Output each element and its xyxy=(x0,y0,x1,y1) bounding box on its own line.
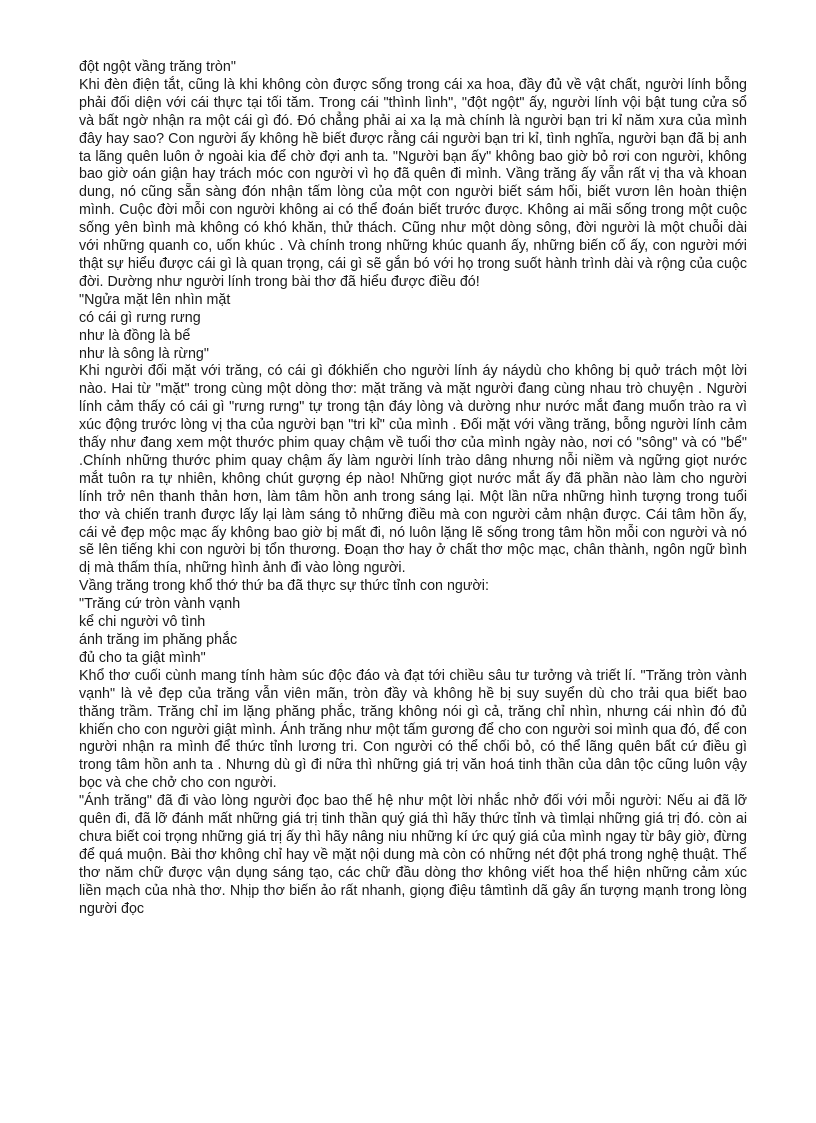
body-paragraph-1: Khi đèn điện tắt, cũng là khi không còn được sống trong cái xa hoa, đầy đủ về vật chất, người lính bỗng phải đối diện với cái thực tại tối tăm. Trong cái "thình lình", "đột ngột" ấy, người lính vội bật tung cửa sổ và bất ngờ nhận ra một cái gì đó. Đó chẳng phải ai xa lạ mà chính là người bạn tri kỉ năm xưa của mình đây hay sao? Con người ấy không hề biết được rằng cái người bạn tri kỉ, tình nghĩa, người bạn đã bị anh ta lãng quên luôn ở ngoài kia để chờ đợi anh ta. "Người bạn ấy" không bao giờ bỏ rơi con người, không bao giờ oán giận hay trách móc con người vì họ đã quên đi mình. Vầng trăng ấy vẫn rất vị tha và khoan dung, nó cũng sẵn sàng đón nhận tấm lòng của một con người biết sám hối, biết vươn lên hoàn thiện mình. Cuộc đời mỗi con người không ai có thể đoán biết trước được. Không ai mãi sống trong một cuộc sống yên bình mà không có khó khăn, thử thách. Cũng như một dòng sông, đời người là một chuỗi dài với những quanh co, uốn khúc . Và chính trong những khúc quanh ấy, những biến cố ấy, con người mới thật sự hiểu được cái gì là quan trọng, cái gì sẽ gắn bó với họ trong suốt hành trình dài và rộng của cuộc đời. Dường như người lính trong bài thơ đã hiểu được điều đó! xyxy=(79,76,747,290)
poem-stanza-2-line-1: "Ngửa mặt lên nhìn mặt xyxy=(79,291,231,308)
body-paragraph-3: Vầng trăng trong khổ thớ thứ ba đã thực sự thức tỉnh con người: xyxy=(79,578,489,595)
poem-stanza-3-line-4: đủ cho ta giật mình" xyxy=(79,649,206,666)
poem-stanza-2-line-2: có cái gì rưng rưng xyxy=(79,309,201,326)
poem-stanza-3-line-3: ánh trăng im phăng phắc xyxy=(79,632,238,648)
poem-stanza-2-line-4: như là sông là rừng" xyxy=(79,345,209,362)
poem-stanza-3-line-1: "Trăng cứ tròn vành vạnh xyxy=(79,596,241,613)
poem-stanza-3-line-2: kể chi người vô tình xyxy=(79,614,206,631)
body-paragraph-2: Khi người đối mặt với trăng, có cái gì đókhiến cho người lính áy náydù cho không bị quở trách một lời nào. Hai từ "mặt" trong cùng một dòng thơ: mặt trăng và mặt người đang cùng nhau trò chuyện . Người lính cảm thấy có cái gì "rưng rưng" tự trong tận đáy lòng và dường như nước mắt đang muốn trào ra vì xúc động trước lòng vị tha của người bạn "tri kỉ" của mình . Đối mặt với vầng trăng, bỗng người lính cảm thấy như đang xem một thước phim quay chậm về tuổi thơ của mình ngày nào, nơi có "sông" và có "bể" .Chính những thước phim quay chậm ấy làm người lính trào dâng nhưng nỗi niềm và ngững giọt nước mắt tuôn ra tự nhiên, không chút gượng ép nào! Những giọt nước mắt ấy đã phần nào làm cho người lính trở nên thanh thản hơn, làm tâm hồn anh trong sáng lại. Một lần nữa những hình tượng trong tuổi thơ và chiến tranh được lấy lại làm sáng tỏ những điều mà con người cảm nhận được. Cái tâm hồn ấy, cái vẻ đẹp mộc mạc ấy không bao giờ bị mất đi, nó luôn lặng lẽ sống trong tâm hồn mỗi con người và nó sẽ lên tiếng khi con người bị tổn thương. Đoạn thơ hay ở chất thơ mộc mạc, chân thành, ngôn ngữ bình dị mà thấm thía, những hình ảnh đi vào lòng người. xyxy=(79,363,747,577)
body-paragraph-5: "Ánh trăng" đã đi vào lòng người đọc bao thế hệ như một lời nhắc nhở đối với mỗi người: Nếu ai đã lỡ quên đi, đã lỡ đánh mất những giá trị tinh thần quý giá thì hãy thức tỉnh và tìmlại những giá trị đó. còn ai chưa biết coi trọng những giá trị ấy thì hãy nâng niu những kí ức quý giá của mình ngay từ bây giờ, đừng để quá muộn. Bài thơ không chỉ hay về mặt nội dung mà còn có những nét đột phá trong nghệ thuật. Thể thơ năm chữ được vận dụng sáng tạo, các chữ đầu dòng thơ không viết hoa thể hiện những cảm xúc liền mạch của nhà thơ. Nhịp thơ biến ảo rất nhanh, giọng điệu tâmtình dã gây ấn tượng mạnh trong lòng người đọc xyxy=(79,793,747,917)
poem-stanza-2-line-3: như là đồng là bể xyxy=(79,327,191,344)
poem-line-closing: đột ngột vầng trăng tròn" xyxy=(79,59,236,75)
body-paragraph-4: Khổ thơ cuối cùnh mang tính hàm súc độc đáo và đạt tới chiều sâu tư tưởng và triết lí. "Trăng tròn vành vạnh" là vẻ đẹp của trăng vẫn viên mãn, tròn đầy và không hề bị suy suyển dù cho trải qua biết bao thăng trầm. Trăng chỉ im lặng phăng phắc, trăng không nói gì cả, trăng chỉ nhìn, nhưng cái nhìn đó đủ khiến cho con người giật mình. Ánh trăng như một tấm gương để cho con người soi mình qua đó, để con người nhận ra mình để thức tỉnh lương tri. Con người có thể chối bỏ, có thể lãng quên bất cứ điều gì trong tâm hồn anh ta . Nhưng dù gì đi nữa thì những giá trị văn hoá tinh thần của dân tộc cũng luôn vậy bọc và che chở cho con người. xyxy=(79,667,747,792)
document-page xyxy=(79,59,747,919)
